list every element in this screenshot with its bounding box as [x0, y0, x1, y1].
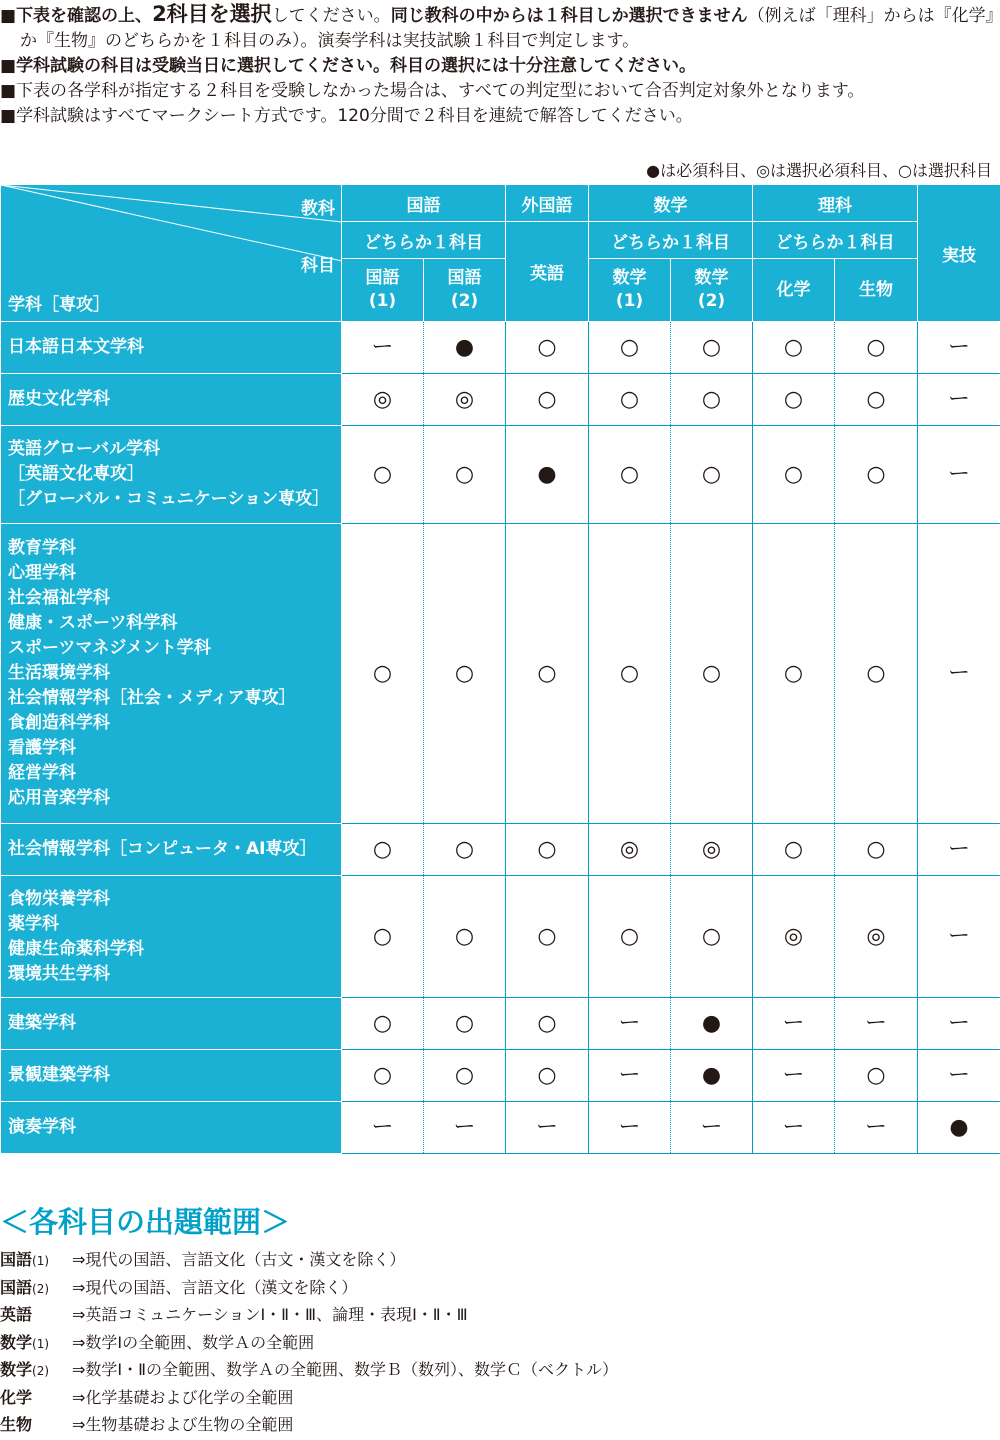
none-mark: ー — [453, 1117, 475, 1139]
optional-mark: ○ — [537, 1013, 556, 1035]
mark-cell — [589, 1102, 671, 1154]
none-mark: ー — [782, 1065, 804, 1087]
department-line: 社会情報学科［社会・メディア専攻］ — [8, 686, 341, 711]
select-required-mark: ◎ — [866, 926, 885, 948]
department-line: 演奏学科 — [8, 1115, 341, 1140]
optional-mark: ○ — [455, 663, 474, 685]
optional-mark: ○ — [537, 839, 556, 861]
scope-range: ⇒化学基礎および化学の全範囲 — [72, 1385, 293, 1413]
subject-header: 国語 (2) — [424, 259, 506, 322]
required-mark: ● — [702, 1065, 721, 1087]
table-row — [1, 374, 1000, 426]
mark-cell — [918, 824, 1000, 876]
department-line: 景観建築学科 — [8, 1063, 341, 1088]
mark-cell — [671, 824, 753, 876]
scope-subject-number: (1) — [32, 1254, 49, 1268]
mark-cell — [589, 1050, 671, 1102]
header-eigo: 英語 — [506, 222, 589, 322]
optional-mark: ○ — [537, 663, 556, 685]
department-line: 英語グローバル学科 — [8, 437, 341, 462]
mark-cell — [424, 426, 506, 524]
mark-cell — [918, 524, 1000, 824]
header-rika: 理科 — [753, 185, 918, 222]
mark-cell — [835, 1050, 918, 1102]
instructions — [0, 2, 1000, 129]
note-3: ■下表の各学科が指定する２科目を受験しなかった場合は、すべての判定型において合否判定対象外となります。 — [0, 79, 1000, 104]
mark-cell — [506, 426, 589, 524]
note-2: ■学科試験の科目は受験当日に選択してください。科目の選択には十分注意してください。 — [0, 54, 1000, 79]
header-jitsugi: 実技 — [918, 185, 1000, 322]
mark-cell — [671, 1050, 753, 1102]
department-line: スポーツマネジメント学科 — [8, 636, 341, 661]
none-mark: ー — [865, 1013, 887, 1035]
none-mark: ー — [371, 337, 393, 359]
mark-cell — [918, 322, 1000, 374]
scope-subject — [0, 1302, 72, 1330]
header-either-kokugo: どちらか１科目 — [342, 222, 506, 259]
scope-subject-name: 国語 — [0, 1250, 32, 1269]
none-mark: ー — [948, 926, 970, 948]
department-line: 経営学科 — [8, 761, 341, 786]
mark-cell — [342, 1050, 424, 1102]
scope-range: ⇒英語コミュニケーションⅠ・Ⅱ・Ⅲ、論理・表現Ⅰ・Ⅱ・Ⅲ — [72, 1302, 468, 1330]
mark-cell — [589, 426, 671, 524]
department-name — [1, 876, 342, 998]
scope-item — [0, 1302, 618, 1330]
optional-mark: ○ — [784, 337, 803, 359]
mark-cell — [424, 824, 506, 876]
department-line: 日本語日本文学科 — [8, 335, 341, 360]
optional-mark: ○ — [702, 389, 721, 411]
department-name — [1, 1050, 342, 1102]
corner-header — [1, 185, 342, 322]
mark-cell — [835, 524, 918, 824]
label-kyouka: 教科 — [301, 194, 335, 219]
mark-cell — [424, 374, 506, 426]
label-gakka: 学科［専攻］ — [8, 290, 110, 315]
optional-mark: ○ — [373, 663, 392, 685]
mark-cell — [918, 876, 1000, 998]
scope-range: ⇒数学Ⅰ・Ⅱの全範囲、数学Ａの全範囲、数学Ｂ（数列）、数学Ｃ（ベクトル） — [72, 1357, 618, 1385]
subject-header: 数学 (2) — [671, 259, 753, 322]
scope-range: ⇒現代の国語、言語文化（古文・漢文を除く） — [72, 1247, 405, 1275]
mark-cell — [918, 374, 1000, 426]
mark-cell — [424, 1050, 506, 1102]
mark-cell — [589, 374, 671, 426]
scope-subject-name: 数学 — [0, 1360, 32, 1379]
optional-mark: ○ — [620, 663, 639, 685]
note-4: ■学科試験はすべてマークシート方式です。120分間で２科目を連続で解答してください。 — [0, 104, 1000, 129]
scope-subject — [0, 1275, 72, 1303]
mark-cell — [753, 524, 835, 824]
scope-item — [0, 1357, 618, 1385]
optional-mark: ○ — [784, 839, 803, 861]
none-mark: ー — [536, 1117, 558, 1139]
optional-mark: ○ — [537, 1065, 556, 1087]
department-line: 健康生命薬科学科 — [8, 937, 341, 962]
mark-cell — [589, 876, 671, 998]
mark-cell — [753, 322, 835, 374]
scope-item — [0, 1385, 618, 1413]
optional-mark: ○ — [373, 464, 392, 486]
optional-mark: ○ — [866, 464, 885, 486]
none-mark: ー — [700, 1117, 722, 1139]
mark-cell — [506, 524, 589, 824]
optional-mark: ○ — [455, 839, 474, 861]
none-mark: ー — [618, 1117, 640, 1139]
department-line: ［英語文化専攻］ — [8, 462, 341, 487]
optional-mark: ○ — [373, 1065, 392, 1087]
mark-cell — [342, 322, 424, 374]
mark-cell — [506, 1102, 589, 1154]
optional-mark: ○ — [537, 926, 556, 948]
none-mark: ー — [948, 839, 970, 861]
department-name — [1, 322, 342, 374]
table-row — [1, 426, 1000, 524]
mark-cell — [342, 374, 424, 426]
none-mark: ー — [782, 1117, 804, 1139]
optional-mark: ○ — [866, 839, 885, 861]
department-line: 食創造科学科 — [8, 711, 341, 736]
subject-header: 生物 — [835, 259, 918, 322]
table-row — [1, 998, 1000, 1050]
mark-cell — [589, 524, 671, 824]
department-line: 応用音楽学科 — [8, 786, 341, 811]
optional-mark: ○ — [373, 839, 392, 861]
department-line: 食物栄養学科 — [8, 887, 341, 912]
mark-cell — [424, 524, 506, 824]
optional-mark: ○ — [537, 337, 556, 359]
scope-subject-number: (2) — [32, 1282, 49, 1296]
optional-mark: ○ — [373, 1013, 392, 1035]
scope-range: ⇒現代の国語、言語文化（漢文を除く） — [72, 1275, 357, 1303]
scope-title: ＜各科目の出題範囲＞ — [0, 1200, 290, 1241]
department-line: 環境共生学科 — [8, 962, 341, 987]
scope-subject — [0, 1412, 72, 1440]
optional-mark: ○ — [620, 926, 639, 948]
department-name — [1, 1102, 342, 1154]
required-mark: ● — [537, 464, 556, 486]
mark-cell — [753, 824, 835, 876]
mark-cell — [506, 876, 589, 998]
mark-cell — [506, 374, 589, 426]
table-row — [1, 876, 1000, 998]
select-required-mark: ◎ — [373, 389, 392, 411]
none-mark: ー — [948, 1065, 970, 1087]
required-mark: ● — [455, 337, 474, 359]
optional-mark: ○ — [455, 464, 474, 486]
subject-header: 化学 — [753, 259, 835, 322]
scope-item — [0, 1330, 618, 1358]
optional-mark: ○ — [455, 1013, 474, 1035]
mark-cell — [589, 824, 671, 876]
department-name — [1, 374, 342, 426]
label-kamoku: 科目 — [301, 251, 335, 276]
none-mark: ー — [865, 1117, 887, 1139]
mark-cell — [506, 824, 589, 876]
header-kokugo: 国語 — [342, 185, 506, 222]
table-row — [1, 524, 1000, 824]
none-mark: ー — [948, 337, 970, 359]
scope-subject-name: 生物 — [0, 1415, 32, 1434]
required-mark: ● — [949, 1117, 968, 1139]
mark-cell — [424, 876, 506, 998]
scope-range: ⇒生物基礎および生物の全範囲 — [72, 1412, 293, 1440]
header-gaikokugo: 外国語 — [506, 185, 589, 222]
none-mark: ー — [618, 1013, 640, 1035]
optional-mark: ○ — [702, 926, 721, 948]
department-line: 社会情報学科［コンピュータ・AI専攻］ — [8, 837, 341, 862]
table-row — [1, 1050, 1000, 1102]
select-required-mark: ◎ — [455, 389, 474, 411]
mark-cell — [506, 1050, 589, 1102]
scope-list — [0, 1247, 618, 1440]
optional-mark: ○ — [620, 389, 639, 411]
none-mark: ー — [618, 1065, 640, 1087]
mark-cell — [918, 1050, 1000, 1102]
table-row — [1, 322, 1000, 374]
required-mark: ● — [702, 1013, 721, 1035]
mark-cell — [835, 374, 918, 426]
scope-item — [0, 1247, 618, 1275]
department-line: 薬学科 — [8, 912, 341, 937]
none-mark: ー — [948, 1013, 970, 1035]
department-line: 教育学科 — [8, 536, 341, 561]
optional-mark: ○ — [620, 337, 639, 359]
mark-cell — [506, 998, 589, 1050]
table-row — [1, 824, 1000, 876]
mark-cell — [671, 1102, 753, 1154]
mark-legend: ●は必須科目、◎は選択必須科目、○は選択科目 — [646, 158, 992, 181]
department-line: 心理学科 — [8, 561, 341, 586]
scope-subject — [0, 1357, 72, 1385]
optional-mark: ○ — [455, 1065, 474, 1087]
scope-subject-name: 国語 — [0, 1278, 32, 1297]
none-mark: ー — [371, 1117, 393, 1139]
optional-mark: ○ — [784, 389, 803, 411]
scope-subject — [0, 1247, 72, 1275]
mark-cell — [342, 824, 424, 876]
subject-header: 数学 (1) — [589, 259, 671, 322]
optional-mark: ○ — [866, 389, 885, 411]
department-name — [1, 524, 342, 824]
mark-cell — [424, 322, 506, 374]
mark-cell — [918, 998, 1000, 1050]
optional-mark: ○ — [702, 337, 721, 359]
none-mark: ー — [782, 1013, 804, 1035]
department-name — [1, 426, 342, 524]
scope-subject-name: 英語 — [0, 1305, 32, 1324]
mark-cell — [753, 426, 835, 524]
mark-cell — [342, 876, 424, 998]
department-line: 歴史文化学科 — [8, 387, 341, 412]
scope-subject — [0, 1385, 72, 1413]
optional-mark: ○ — [702, 464, 721, 486]
mark-cell — [753, 374, 835, 426]
mark-cell — [342, 524, 424, 824]
mark-cell — [918, 1102, 1000, 1154]
scope-subject — [0, 1330, 72, 1358]
none-mark: ー — [948, 464, 970, 486]
mark-cell — [342, 426, 424, 524]
optional-mark: ○ — [866, 337, 885, 359]
optional-mark: ○ — [537, 389, 556, 411]
none-mark: ー — [948, 663, 970, 685]
table-row — [1, 1102, 1000, 1154]
mark-cell — [671, 374, 753, 426]
mark-cell — [835, 426, 918, 524]
header-either-suugaku: どちらか１科目 — [589, 222, 753, 259]
optional-mark: ○ — [620, 464, 639, 486]
header-suugaku: 数学 — [589, 185, 753, 222]
subject-table — [0, 184, 1000, 1154]
none-mark: ー — [948, 389, 970, 411]
mark-cell — [753, 1050, 835, 1102]
mark-cell — [671, 322, 753, 374]
scope-item — [0, 1412, 618, 1440]
scope-subject-number: (1) — [32, 1337, 49, 1351]
mark-cell — [671, 524, 753, 824]
scope-subject-name: 化学 — [0, 1388, 32, 1407]
select-required-mark: ◎ — [784, 926, 803, 948]
department-name — [1, 824, 342, 876]
mark-cell — [918, 426, 1000, 524]
department-line: ［グローバル・コミュニケーション専攻］ — [8, 487, 341, 512]
optional-mark: ○ — [373, 926, 392, 948]
mark-cell — [835, 998, 918, 1050]
scope-range: ⇒数学Ⅰの全範囲、数学Ａの全範囲 — [72, 1330, 314, 1358]
mark-cell — [753, 1102, 835, 1154]
mark-cell — [753, 998, 835, 1050]
scope-subject-name: 数学 — [0, 1333, 32, 1352]
select-required-mark: ◎ — [702, 839, 721, 861]
optional-mark: ○ — [784, 663, 803, 685]
scope-item — [0, 1275, 618, 1303]
optional-mark: ○ — [866, 663, 885, 685]
department-line: 建築学科 — [8, 1011, 341, 1036]
mark-cell — [424, 998, 506, 1050]
department-line: 社会福祉学科 — [8, 586, 341, 611]
mark-cell — [835, 322, 918, 374]
mark-cell — [506, 322, 589, 374]
department-line: 生活環境学科 — [8, 661, 341, 686]
mark-cell — [342, 998, 424, 1050]
optional-mark: ○ — [784, 464, 803, 486]
mark-cell — [589, 998, 671, 1050]
mark-cell — [835, 876, 918, 998]
optional-mark: ○ — [866, 1065, 885, 1087]
mark-cell — [835, 824, 918, 876]
mark-cell — [835, 1102, 918, 1154]
header-either-rika: どちらか１科目 — [753, 222, 918, 259]
department-name — [1, 998, 342, 1050]
department-line: 看護学科 — [8, 736, 341, 761]
department-line: 健康・スポーツ科学科 — [8, 611, 341, 636]
mark-cell — [671, 998, 753, 1050]
optional-mark: ○ — [455, 926, 474, 948]
mark-cell — [589, 322, 671, 374]
mark-cell — [342, 1102, 424, 1154]
mark-cell — [424, 1102, 506, 1154]
mark-cell — [671, 876, 753, 998]
scope-subject-number: (2) — [32, 1364, 49, 1378]
optional-mark: ○ — [702, 663, 721, 685]
select-required-mark: ◎ — [620, 839, 639, 861]
mark-cell — [753, 876, 835, 998]
note-1: ■下表を確認の上、2科目を選択してください。同じ教科の中からは１科目しか選択できません（例えば「理科」からは『化学』か『生物』のどちらかを１科目のみ）。演奏学科は実技試験１科目で判定します。 — [0, 2, 1000, 54]
subject-header: 国語 (1) — [342, 259, 424, 322]
mark-cell — [671, 426, 753, 524]
